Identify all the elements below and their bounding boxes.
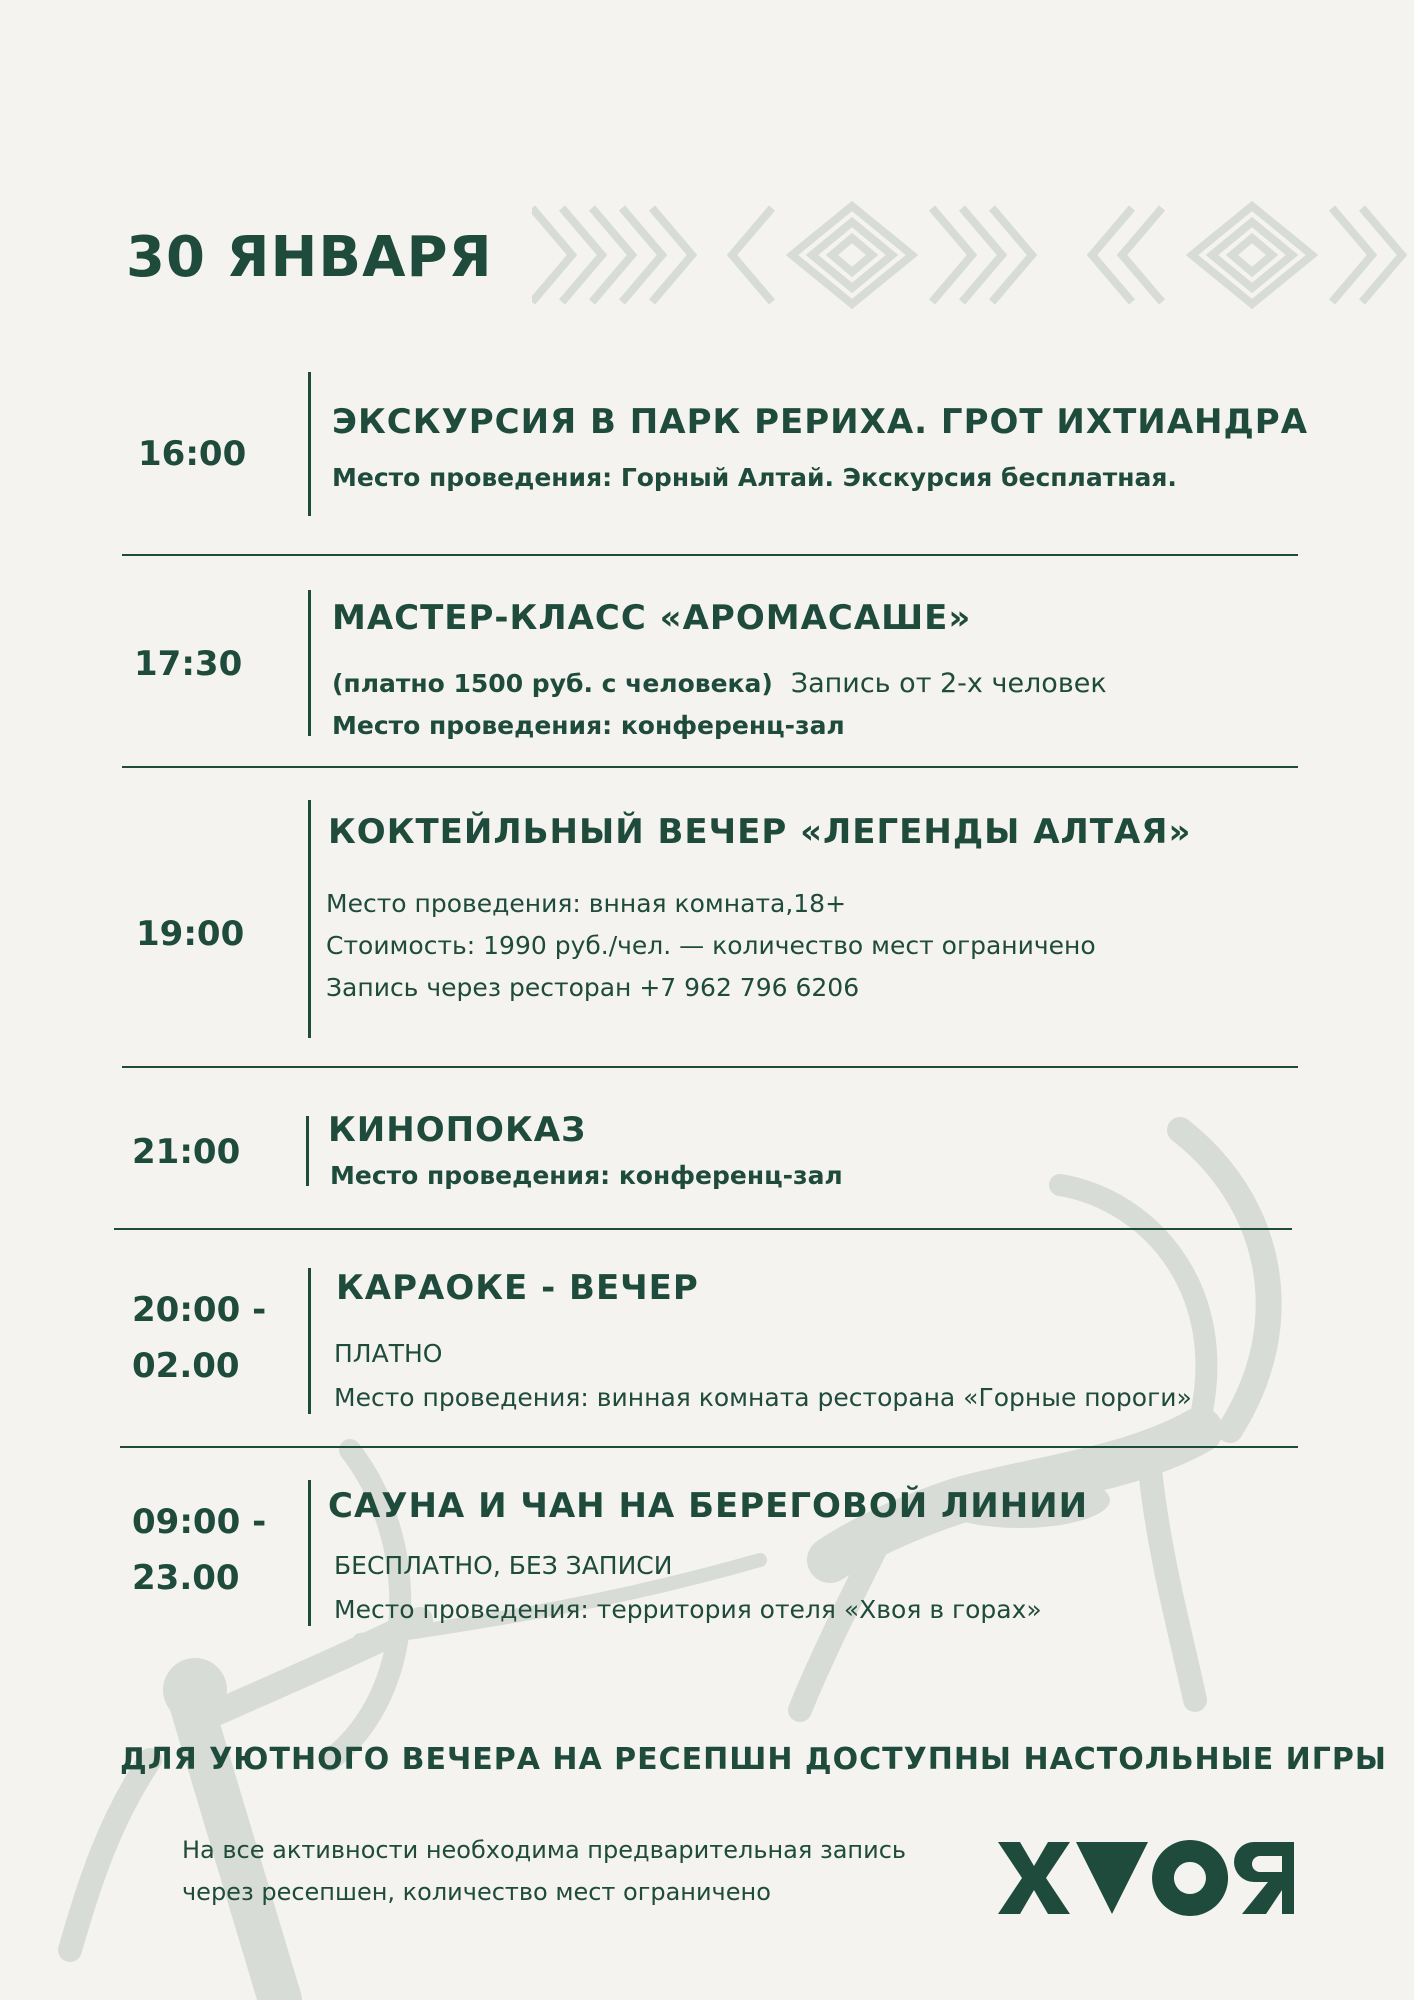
event-title: КОКТЕЙЛЬНЫЙ ВЕЧЕР «ЛЕГЕНДЫ АЛТАЯ»: [328, 812, 1192, 852]
board-games-banner: ДЛЯ УЮТНОГО ВЕЧЕРА НА РЕСЕПШН ДОСТУПНЫ НАСТОЛЬНЫЕ ИГРЫ: [120, 1742, 1387, 1777]
event-separator-line: [308, 372, 311, 516]
event-detail: Запись через ресторан +7 962 796 6206: [326, 973, 860, 1002]
event-detail: Стоимость: 1990 руб./чел. — количество мест ограничено: [326, 931, 1096, 960]
price-note: (платно 1500 руб. с человека): [332, 669, 773, 698]
event-detail: ПЛАТНО: [334, 1339, 443, 1368]
event-title: МАСТЕР-КЛАСС «АРОМАСАШЕ»: [332, 598, 972, 638]
event-time: 16:00: [138, 434, 247, 474]
page-title: 30 ЯНВАРЯ: [126, 225, 493, 290]
event-time: 23.00: [132, 1558, 240, 1598]
event-separator-line: [308, 590, 311, 736]
event-time: 17:30: [134, 644, 243, 684]
event-separator-line: [308, 1480, 311, 1626]
event-detail: Место проведения: территория отеля «Хвоя в горах»: [334, 1595, 1042, 1624]
event-title: ЭКСКУРСИЯ В ПАРК РЕРИХА. ГРОТ ИХТИАНДРА: [332, 402, 1309, 442]
event-time: 20:00 -: [132, 1290, 267, 1330]
event-separator-line: [306, 1116, 309, 1186]
divider: [122, 554, 1298, 556]
event-detail: Место проведения: внная комната,18+: [326, 889, 847, 918]
ornament-pattern-icon: [532, 198, 1414, 312]
event-detail: Место проведения: Горный Алтай. Экскурсия бесплатная.: [332, 463, 1177, 492]
event-title: КИНОПОКАЗ: [328, 1110, 587, 1150]
event-detail: Место проведения: конференц-зал: [332, 711, 845, 740]
divider: [122, 766, 1298, 768]
divider: [114, 1228, 1292, 1230]
divider: [122, 1066, 1298, 1068]
event-title: КАРАОКЕ - ВЕЧЕР: [336, 1268, 699, 1308]
event-time: 02.00: [132, 1346, 240, 1386]
event-time: 21:00: [132, 1132, 241, 1172]
event-detail: Место проведения: винная комната ресторана «Горные пороги»: [334, 1383, 1192, 1412]
event-detail: Место проведения: конференц-зал: [330, 1161, 843, 1190]
event-detail: [332, 664, 1107, 704]
signup-note: На все активности необходима предварительная запись: [182, 1836, 907, 1864]
divider: [120, 1446, 1298, 1448]
event-separator-line: [308, 1268, 311, 1414]
signup-note: через ресепшен, количество мест ограничено: [182, 1878, 771, 1906]
event-separator-line: [308, 800, 311, 1038]
event-time: 19:00: [136, 914, 245, 954]
event-detail: БЕСПЛАТНО, БЕЗ ЗАПИСИ: [334, 1551, 673, 1580]
event-title: САУНА И ЧАН НА БЕРЕГОВОЙ ЛИНИИ: [328, 1486, 1089, 1526]
signup-note: Запись от 2-х человек: [790, 668, 1107, 699]
event-time: 09:00 -: [132, 1502, 267, 1542]
logo: [998, 1838, 1294, 1918]
